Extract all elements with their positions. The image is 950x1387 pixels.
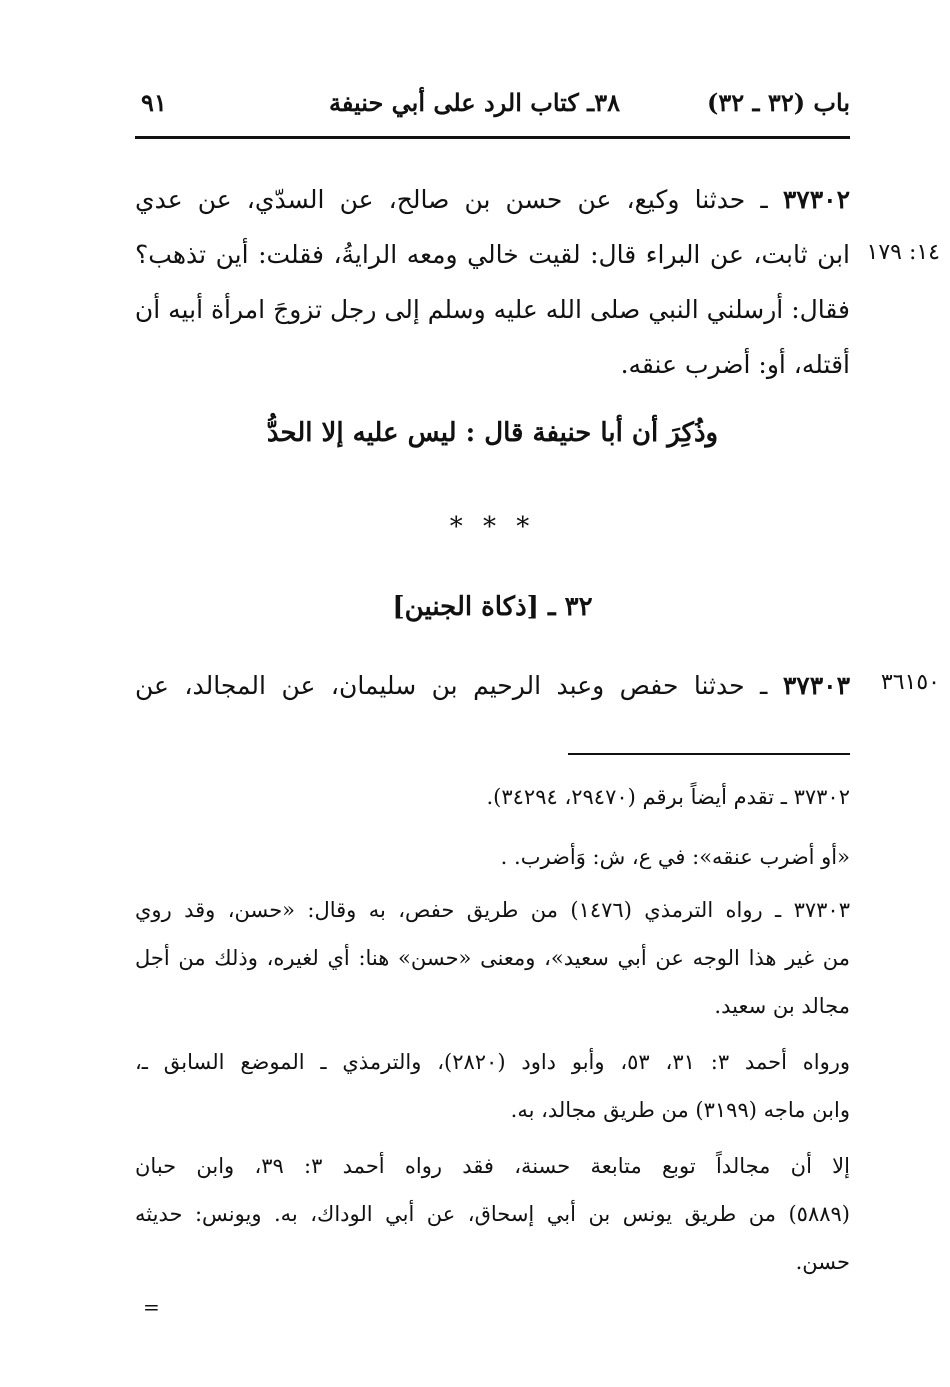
hadith-line: أقتله، أو: أضرب عنقه. — [620, 350, 850, 379]
hadith-text: ـ حدثنا وكيع، عن حسن بن صالح، عن السدّي، عن عدي — [135, 185, 783, 214]
footnote-2 — [135, 833, 850, 881]
footnote-5 — [135, 1142, 850, 1286]
footnote-line: «أو أضرب عنقه»: في ع، ش: وَأضرب. . — [500, 845, 850, 869]
margin-reference: ٣٦١٥٠ — [880, 670, 940, 695]
running-header — [135, 88, 850, 128]
header-rule — [135, 136, 850, 139]
hadith-37303 — [135, 658, 850, 713]
hadith-text: ـ حدثنا حفص وعبد الرحيم بن سليمان، عن المجالد، عن — [135, 671, 783, 700]
footnote-line: من غير هذا الوجه عن أبي سعيد»، ومعنى «حسن» هنا: أي لغيره، وذلك من أجل — [135, 946, 850, 970]
footnote-line: (٥٨٨٩) من طريق يونس بن أبي إسحاق، عن أبي الوداك، به. ويونس: حديثه — [135, 1202, 850, 1226]
hadith-number: ٣٧٣٠٢ — [782, 185, 850, 214]
footnote-line: مجالد بن سعيد. — [714, 994, 850, 1018]
footnote-1 — [135, 773, 850, 821]
footnote-line: وابن ماجه (٣١٩٩) من طريق مجالد، به. — [510, 1098, 850, 1122]
section-separator: * * * — [449, 512, 536, 542]
hadith-line: ابن ثابت، عن البراء قال: لقيت خالي ومعه الرايةُ، فقلت: أين تذهب؟ — [135, 240, 850, 269]
hadith-37302 — [135, 172, 850, 392]
hadith-number: ٣٧٣٠٣ — [782, 671, 850, 700]
hadith-line — [135, 658, 850, 713]
hadith-line: فقال: أرسلني النبي صلى الله عليه وسلم إلى رجل تزوجَ امرأة أبيه أن — [134, 295, 850, 324]
footnote-line: ورواه أحمد ٣: ٣١، ٥٣، وأبو داود (٢٨٢٠)، والترمذي ـ الموضع السابق ـ، — [135, 1050, 851, 1074]
header-bab: باب (٣٢ ـ ٣٢) — [707, 88, 850, 117]
margin-reference: ١٤: ١٧٩ — [866, 240, 940, 265]
footnote-4 — [135, 1038, 850, 1134]
footnote-line: إلا أن مجالداً توبع متابعة حسنة، فقد رواه أحمد ٣: ٣٩، وابن حبان — [135, 1154, 850, 1178]
header-book-title: ٣٨ـ كتاب الرد على أبي حنيفة — [328, 88, 620, 117]
page-number: ٩١ — [141, 88, 167, 117]
hadith-line — [135, 172, 850, 227]
footnote-3 — [135, 886, 850, 1030]
footnote-line: حسن. — [795, 1250, 850, 1274]
footnote-line: ٣٧٣٠٣ ـ رواه الترمذي (١٤٧٦) من طريق حفص، به وقال: «حسن، وقد روي — [135, 898, 850, 922]
chapter-title: ٣٢ ـ [ذكاة الجنين] — [392, 592, 593, 622]
footnote-line: ٣٧٣٠٢ ـ تقدم أيضاً برقم (٢٩٤٧٠، ٣٤٢٩٤). — [486, 785, 850, 809]
footnote-rule — [568, 753, 850, 755]
dhikr-heading: وذُكِرَ أن أبا حنيفة قال : ليس عليه إلا الحدُّ — [266, 418, 719, 448]
continuation-mark: = — [143, 1295, 160, 1319]
